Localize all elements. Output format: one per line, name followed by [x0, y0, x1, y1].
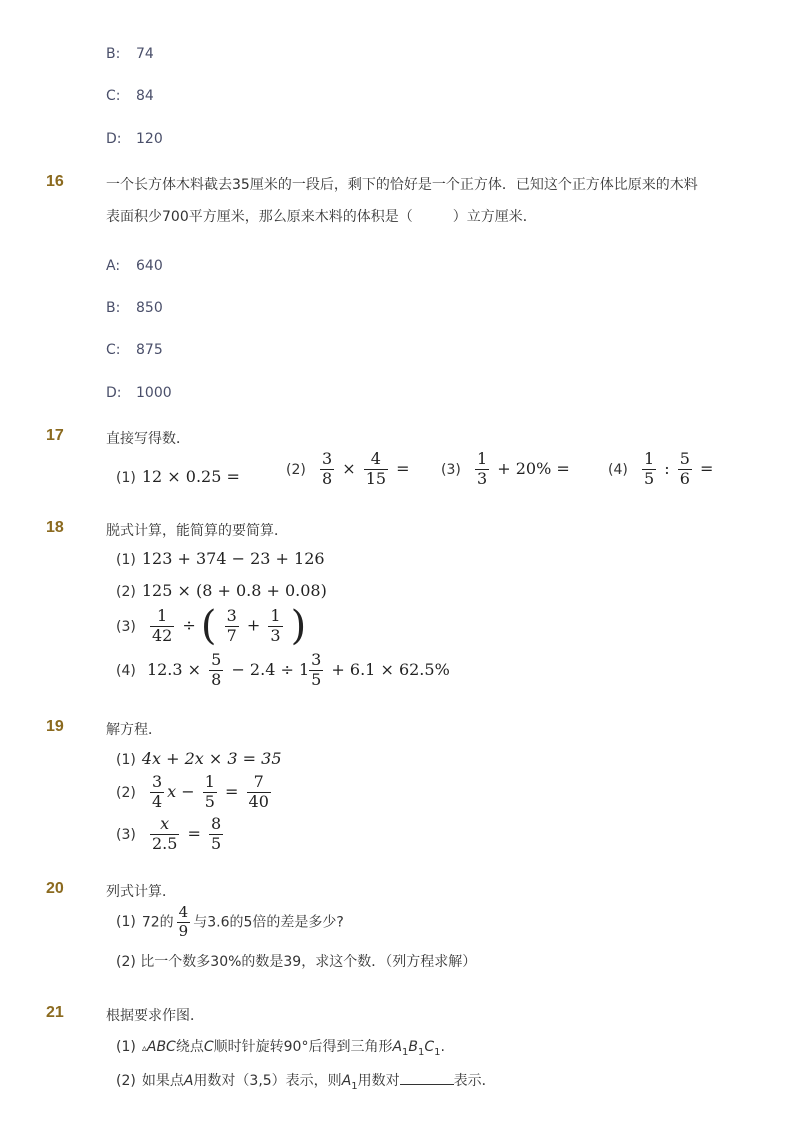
q17-expr-2 [286, 451, 410, 488]
operator: + [246, 615, 261, 635]
sub-label: (3) [116, 618, 136, 635]
q15-option-b [106, 46, 154, 62]
question-number: 21 [46, 1004, 64, 1021]
option-value: 84 [136, 88, 154, 104]
sub-text: 顺时针旋转90°后得到三角形 [213, 1039, 393, 1055]
q20-sub-1 [116, 905, 344, 940]
option-value: 640 [136, 258, 163, 274]
option-value: 120 [136, 131, 163, 147]
fraction: $\frac{1}{3}$ [270, 605, 281, 645]
option-letter: D: [106, 385, 122, 401]
sub-label: (1) [116, 914, 136, 931]
option-letter: D: [106, 131, 122, 147]
q19-title: 解方程． [106, 722, 162, 738]
q15-option-d [106, 131, 163, 147]
operator: − [181, 781, 195, 801]
q16-option-b [106, 300, 163, 316]
q16-text-line2 [106, 206, 537, 226]
q16-option-a [106, 258, 163, 274]
math-var: B [408, 1039, 419, 1055]
q17-title: 直接写得数． [106, 431, 190, 447]
sub-label: (1) [116, 552, 136, 568]
sub-text: 用数对 [357, 1073, 400, 1089]
q17-expr-1 [116, 462, 240, 492]
left-paren: ( [200, 603, 217, 649]
math-expr: + 6.1 × 62.5% [331, 659, 450, 679]
sub-text: 72的 [141, 914, 174, 931]
q18-expr-2 [116, 581, 327, 600]
sub-label: (2) [116, 784, 136, 801]
q16-text-b: ）立方厘米． [452, 209, 537, 225]
math-var: A [341, 1073, 352, 1089]
fraction: $\frac{3}{5}$ [311, 650, 322, 689]
q16-option-d [106, 385, 172, 401]
sub-text: . [440, 1039, 445, 1055]
right-paren: ) [290, 603, 307, 649]
variable: x [167, 781, 177, 801]
math-expr: 12.3 × [146, 659, 202, 679]
sub-text: 如果点 [141, 1073, 184, 1089]
fraction: $\frac{5}{6}$ [679, 449, 690, 488]
fraction: $\frac{4}{15}$ [365, 449, 387, 488]
fraction: $\frac{4}{9}$ [178, 903, 189, 940]
q19-expr-1 [116, 749, 282, 768]
q19-expr-3 [116, 816, 226, 853]
math-var: ABC [146, 1039, 176, 1055]
option-letter: B: [106, 46, 121, 62]
subscript: 1 [351, 1080, 358, 1092]
option-letter: A: [106, 258, 121, 274]
sub-label: (4) [608, 461, 628, 478]
q18-expr-4 [116, 652, 450, 689]
math-expr: 123 + 374 − 23 + 126 [141, 549, 325, 568]
option-letter: B: [106, 300, 121, 316]
question-number: 17 [46, 427, 64, 444]
option-value: 74 [136, 46, 154, 62]
operator: = [699, 458, 714, 478]
math-var: C [424, 1039, 435, 1055]
q18-title: 脱式计算，能简算的要简算． [106, 523, 288, 539]
question-number: 16 [46, 173, 64, 190]
sub-text: 绕点 [175, 1039, 204, 1055]
sub-label: (2) [116, 1073, 136, 1089]
sub-text: 用数对（3,5）表示，则 [193, 1073, 342, 1089]
sub-label: (2) [116, 584, 136, 600]
subscript: 1 [418, 1046, 425, 1058]
fraction: $\frac{7}{40}$ [248, 772, 269, 811]
sub-label: (1) [116, 1039, 136, 1055]
q18-expr-1 [116, 549, 325, 568]
math-expr: 125 × (8 + 0.8 + 0.08) [141, 581, 327, 600]
q18-expr-3 [116, 603, 307, 649]
q20-title: 列式计算． [106, 884, 176, 900]
fraction: $\frac{5}{8}$ [211, 650, 222, 689]
subscript: 1 [402, 1046, 409, 1058]
q20-sub-2: (2) 比一个数多30%的数是39，求这个数．（列方程求解） [116, 954, 477, 970]
option-value: 850 [136, 300, 163, 316]
fraction: $\frac{3}{4}$ [151, 772, 163, 811]
q16-text-line1: 一个长方体木料截去35厘米的一段后，剩下的恰好是一个正方体．已知这个正方体比原来的木料 [106, 177, 698, 193]
operator: : [664, 458, 670, 478]
option-value: 1000 [136, 385, 172, 401]
math-expr: + 20% = [497, 458, 570, 478]
sub-label: (1) [116, 470, 136, 486]
q15-option-c [106, 88, 154, 104]
option-value: 875 [136, 342, 163, 358]
q17-expr-3 [441, 451, 570, 488]
q16-option-c [106, 342, 163, 358]
math-expr: − 2.4 ÷ 1 [231, 659, 310, 679]
q19-expr-2 [116, 774, 274, 811]
option-letter: C: [106, 88, 121, 104]
fraction: $\frac{3}{8}$ [321, 449, 333, 488]
fraction: $\frac{1}{5}$ [643, 449, 655, 488]
operator: ÷ [182, 615, 196, 635]
fraction: $\frac{1}{5}$ [204, 772, 215, 811]
q16-text-a: 表面积少700平方厘米，那么原来木料的体积是（ [106, 209, 413, 225]
sub-text: 与3.6的5倍的差是多少? [193, 914, 344, 931]
operator: = [396, 458, 410, 478]
fraction: $\frac{8}{5}$ [210, 814, 222, 853]
question-number: 18 [46, 519, 64, 536]
fraction: $\frac{1}{3}$ [476, 449, 488, 488]
q17-expr-4 [608, 451, 713, 488]
option-letter: C: [106, 342, 121, 358]
operator: = [225, 781, 239, 801]
q21-sub-1 [116, 1036, 445, 1058]
math-var: A [183, 1073, 194, 1089]
question-number: 19 [46, 718, 64, 735]
answer-blank [400, 1072, 454, 1085]
operator: = [187, 823, 201, 843]
fraction: $\frac{1}{42}$ [151, 605, 173, 645]
math-var: C [203, 1039, 214, 1055]
fraction: $\frac{x}{2.5}$ [151, 814, 178, 853]
math-var: A [392, 1039, 403, 1055]
sub-label: (3) [441, 461, 461, 478]
sub-label: (1) [116, 752, 136, 768]
sub-label: (3) [116, 826, 136, 843]
math-expr: 12 × 0.25 = [141, 467, 240, 486]
sub-label: (2) [286, 461, 306, 478]
sub-label: (4) [116, 662, 136, 679]
fraction: $\frac{3}{7}$ [226, 605, 237, 645]
math-expr: 4x + 2x × 3 = 35 [141, 749, 282, 768]
triangle-icon: ▵ [141, 1043, 147, 1054]
q21-title: 根据要求作图． [106, 1008, 204, 1024]
operator: × [342, 458, 356, 478]
question-number: 20 [46, 880, 64, 897]
subscript: 1 [434, 1046, 441, 1058]
sub-text: 表示． [453, 1073, 496, 1089]
q21-sub-2 [116, 1070, 496, 1092]
